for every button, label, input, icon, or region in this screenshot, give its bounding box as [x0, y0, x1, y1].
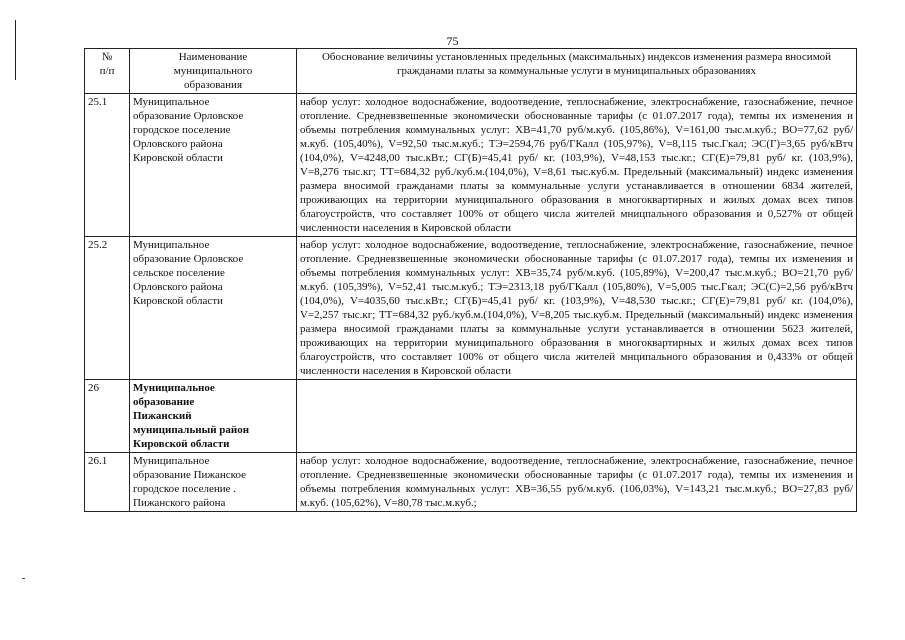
tariff-table	[84, 48, 857, 512]
header-municipality: Наименование муниципального образования	[130, 49, 297, 94]
justification-text: набор услуг: холодное водоснабжение, водоотведение, теплоснабжение, электроснабжение, газоснабжение, печное отопление. Средневзвешенные экономически обоснованные тарифы (с 01.07.2017 года), темпы их изменения и объемы потребления коммунальных услуг: ХВ=36,55 руб/м.куб. (106,03%), V=143,21 тыс.м.куб.; ВО=27,83 руб/м.куб. (105,62%), V=80,78 тыс.м.куб.;	[297, 453, 857, 512]
municipality-name: Муниципальное образование Орловское сельское поселение Орловского района Кировской области	[130, 237, 297, 380]
table-header-row	[85, 49, 857, 94]
header-justification: Обоснование величины установленных предельных (максимальных) индексов изменения размера вносимой гражданами платы за коммунальные услуги в муниципальных образованиях	[297, 49, 857, 94]
municipality-name: Муниципальное образование Пижанское городское поселение . Пижанского района	[130, 453, 297, 512]
row-number: 26.1	[85, 453, 130, 512]
table-row	[85, 94, 857, 237]
row-number: 25.1	[85, 94, 130, 237]
municipality-name: Муниципальное образование Орловское городское поселение Орловского района Кировской области	[130, 94, 297, 237]
left-margin-line	[15, 20, 16, 80]
justification-text: набор услуг: холодное водоснабжение, водоотведение, теплоснабжение, электроснабжение, газоснабжение, печное отопление. Средневзвешенные экономически обоснованные тарифы (с 01.07.2017 года), темпы их изменения и объемы потребления коммунальных услуг: ХВ=41,70 руб/м.куб. (105,86%), V=161,00 тыс.м.куб.; ВО=77,62 руб/м.куб. (105,40%), V=92,50 тыс.м.куб.; ТЭ=2594,76 руб/ГКалл (105,97%), V=8,115 тыс.Гкал; ЭС(Г)=3,65 руб/кВтч (104,0%), V=4248,00 тыс.кВт.; СГ(Б)=45,41 руб/ кг. (103,9%), V=48,153 тыс.кг.; СГ(Е)=79,81 руб/ кг. (103,9%), V=8,276 тыс.кг; ТТ=684,32 руб./куб.м.(104,0%), V=8,61 тыс.куб.м. Предельный (максимальный) индекс изменения размера вносимой гражданами платы за коммунальные услуги устанавливается в отношении 6834 жителей, проживающих на территории муниципального образования в многоквартирных и жилых домах всех типов благоустройств, что составляет 100% от общего числа жителей мницпального образования и 0,527% от общей численности населения в Кировской области	[297, 94, 857, 237]
header-number: № п/п	[85, 49, 130, 94]
page-number: 75	[446, 34, 459, 48]
justification-text: набор услуг: холодное водоснабжение, водоотведение, теплоснабжение, электроснабжение, газоснабжение, печное отопление. Средневзвешенные экономически обоснованные тарифы (с 01.07.2017 года), темпы их изменения и объемы потребления коммунальных услуг: ХВ=35,74 руб/м.куб. (105,89%), V=200,47 тыс.м.куб.; ВО=21,70 руб/м.куб. (105,39%), V=52,41 тыс.м.куб.; ТЭ=2313,18 руб/ГКалл (105,80%), V=5,005 тыс.Гкал; ЭС(С)=2,56 руб/кВтч (104,0%), V=4035,60 тыс.кВт.; СГ(Б)=45,41 руб/ кг. (103,9%), V=48,530 тыс.кг.; СГ(Е)=79,81 руб/ кг. (104,0%), V=2,257 тыс.кг; ТТ=684,32 руб./куб.м.(104,0%), V=8,205 тыс.куб.м. Предельный (максимальный) индекс изменения размера вносимой гражданами платы за коммунальные услуги устанавливается в отношении 5623 жителей, проживающих на территории муниципального образования в многоквартирных и жилых домах всех типов благоустройств, что составляет 100% от общего числа жителей мнципального образования и 0,433% от общей численности населения в Кировской области	[297, 237, 857, 380]
table-row	[85, 380, 857, 453]
row-number: 25.2	[85, 237, 130, 380]
justification-text	[297, 380, 857, 453]
municipality-name: Муниципальное образование Пижанский муниципальный район Кировской области	[130, 380, 297, 453]
margin-mark	[22, 578, 25, 579]
row-number: 26	[85, 380, 130, 453]
table-row	[85, 237, 857, 380]
table-row	[85, 453, 857, 512]
